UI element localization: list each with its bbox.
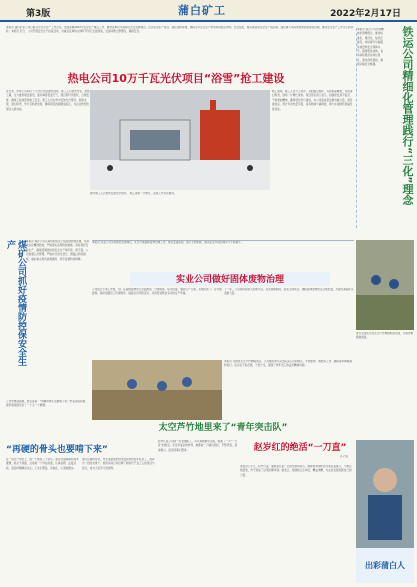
right-caption-box: 出彩蒲白人 [356, 548, 414, 583]
space-bamboo-photo [92, 360, 222, 420]
left-article-text: 本报讯 煤矿公司认真贯彻落实上级疫情防控部署，坚持常态化精准防控，严格落实各项防控措施，同时抓好安全生产，确保疫情防控和安全生产两手抓、两不误。公司加强人员管理，严格执行进出登记、测温扫码等措施，做好重点场所消毒通风，筑牢疫情防控屏障。 [26, 240, 90, 261]
workers-field-photo [356, 240, 414, 330]
bottom-left-headline: “再硬的骨头也要啃下来” [6, 445, 108, 455]
bamboo-field-photo [92, 360, 222, 420]
bottom-center-headline: 赵岁红的绝活“一刀直” [253, 443, 347, 453]
photo-caption-text: 图为施工人员冒雪安装光伏组件。 施工现场一片繁忙，各项工作有序推进。 [90, 192, 177, 195]
main-article-photo [90, 90, 270, 190]
solid-waste-text-right: 下一步，公司将持续加大治理力度，完善管理制度，落实主体责任，确保固体废物依法合规处置，为建设美丽矿区贡献力量。 [224, 288, 354, 296]
main-article-text-right: 施工现场，施工人员分工协作，有的搬运组件，有的紧固螺栓，有的清扫积雪，现场一片繁忙景象。项目部负责人表示，将继续发扬不怕苦、不怕累的精神，确保项目早日建成，为公司高质量发展贡献力量。项目建成后，预计年发电量可观，将有效减少碳排放，助力实现绿色低碳发展目标。 [272, 90, 353, 111]
bottom-center-text-left: 赵岁红是公司的一名普通职工，多年来她勤学苦练，练就了一手“一刀直”的绝活。无论多复杂的材料，她都能一刀裁切到位，平整笔直，误差极小，深受同事们赞誉。 [158, 440, 238, 452]
bottom-left-intro: 工作中遇到困难，他总是说：“再硬的骨头也要啃下来。”凭着这股韧劲，他带领班组攻克了一个又一个难题。 [6, 400, 88, 408]
solid-waste-headline: 实业公司做好固体废物治理 [130, 272, 330, 286]
masthead: 蒲白矿工 [178, 4, 226, 17]
space-bamboo-text: 本报讯 为推进太空芦竹种植项目，公司组织青年突击队深入田间地头，开展整地、施肥等工作，确保春季种植顺利进行。队员们不怕苦累，干劲十足，展现了青年员工的良好精神风貌。 [224, 360, 352, 368]
page-number: 第3版 [26, 9, 51, 19]
main-article-text-left: 连日来，热电公司10万千瓦光伏项目建设现场，施工人员冒雪作业，抢抓工期，全力推进项目建设。面对降雪低温天气，项目部科学组织，合理安排，确保工程质量和施工安全。施工人员在雪中安装光伏组件，搭建支架，清扫积雪，争分夺秒抢进度，确保项目按期建成投运，为企业转型发展注入新动能。 [6, 90, 90, 111]
snow-construction-photo [90, 90, 270, 190]
byline: ◎ 石铃 [340, 455, 349, 458]
right-middle-text: 青年突击队员在太空芦竹种植地里忙碌，为春季种植做准备。 [356, 332, 414, 340]
main-headline: 热电公司10万千瓦光伏项目“浴雪”抢工建设 [67, 72, 285, 85]
right-column-text: 本报讯 铁运公司坚持精细化管理理念，推进标准化、规范化、信息化建设，持续提升运输服务质量和安全保障水平，取得明显成效。各车间积极落实岗位责任，强化现场管控，确保运输安全畅通。 [356, 28, 384, 228]
bottom-right-photo [356, 440, 414, 548]
space-bamboo-headline: 太空芦竹地里来了“青年突击队” [158, 423, 288, 433]
worker-portrait-photo [356, 440, 414, 548]
bottom-center-text-right: 谈起这门手艺，赵岁红说，靠的是日复一日的坚持和用心。她常常利用休息时间反复练习，不断总结经验，终于练成了这项过硬本领。她表示，将继续立足岗位，精益求精，为企业发展贡献自己的力量。 [240, 465, 352, 477]
bottom-left-text-1: 在一线生产岗位上，他一干就是二十余年。面对设备故障和技术难题，他从不退缩，总是第一个冲在前面，认真钻研，反复试验，直到问题解决为止。工友们都说，有他在，心里就踏实。 [6, 458, 79, 470]
solid-waste-text-left: 公司成立专项工作组，对厂区固体废物进行全面排查，分类收集、集中处置，做到日产日清，有效改善了厂区环境面貌。同时加强员工环保教育，提高全员环保意识，共同营造整洁有序的生产环境。 [92, 288, 222, 296]
bottom-left-text-2: 他还注重传帮带，毫无保留地把技术经验传授给年轻员工，培养出一批技术骨干。他用实际行动诠释了新时代产业工人的责任与担当，成为大家学习的榜样。 [82, 458, 155, 470]
page-header [0, 0, 417, 22]
right-middle-photo [356, 240, 414, 330]
left-vertical-headline: 煤矿公司抓好疫情防控保安全生产 [5, 240, 26, 366]
intro-text-block: 本报讯 蒲白矿业公司日前召开安全生产工作会议，全面部署2022年安全生产重点工作，要求各单位牢固树立安全发展理念，压实安全生产责任，强化现场管理，确保全年安全生产形势持续稳定向好。会议指出，要认真落实安全生产责任制，强化重大风险管控和隐患排查治理，推动安全生产工作迈上新台阶。本报讯 近日，公司开展安全生产检查活动，对重点区域和关键环节进行全面排查，发现问题立即整改，确保安全。 [6, 26, 354, 34]
solid-waste-intro-text: 本报讯 实业公司坚持绿色发展理念，扎实开展固体废物治理工作，规范处置流程，建立长效机制，推动企业环境治理水平不断提升。 [92, 240, 354, 270]
right-vertical-headline: 铁运公司精细化管理践行“三化”理念 [401, 26, 414, 206]
issue-date: 2022年2月17日 [330, 9, 401, 19]
